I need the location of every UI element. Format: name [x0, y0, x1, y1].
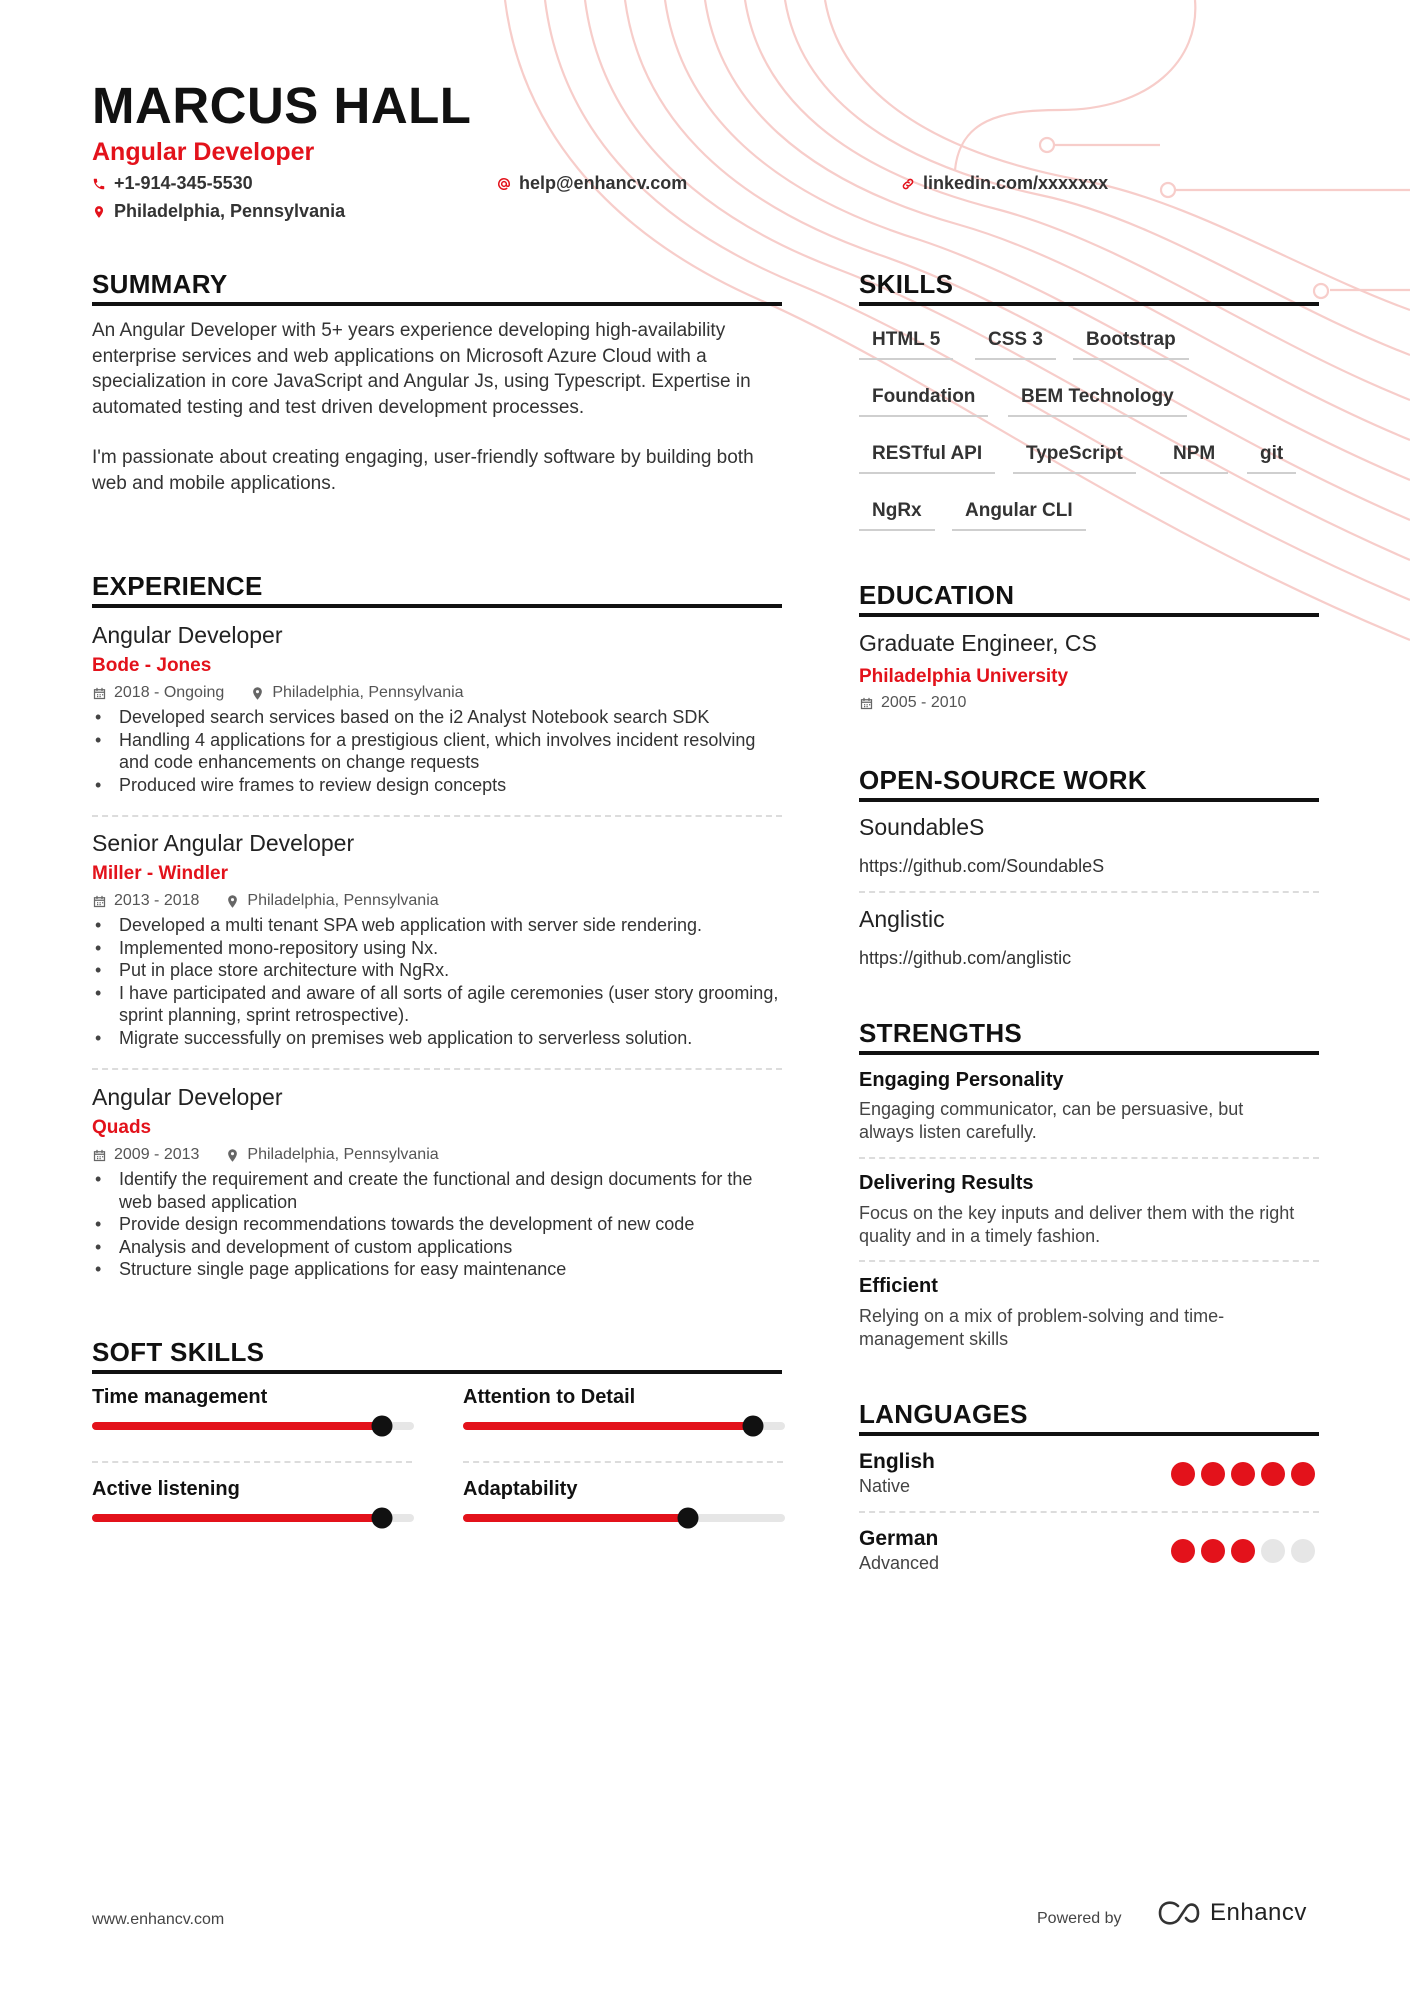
location-pin-icon [250, 686, 265, 701]
languages-heading: LANGUAGES [859, 1399, 1319, 1436]
location-pin-icon [92, 205, 106, 219]
language-name: German [859, 1527, 939, 1550]
job-title: Angular Developer [92, 1084, 283, 1110]
skill-tag: NgRx [859, 500, 935, 531]
summary-text [92, 318, 792, 496]
phone-contact[interactable] [92, 173, 253, 194]
job-bullets [92, 914, 782, 1049]
footer-website[interactable]: www.enhancv.com [92, 1911, 225, 1928]
calendar-icon [859, 696, 874, 711]
soft-skill-divider [92, 1461, 412, 1463]
bullet-item: • Developed search services based on the i2 Analyst Notebook search SDK [92, 706, 782, 729]
skills-heading: SKILLS [859, 269, 1319, 306]
strength-description: Relying on a mix of problem-solving and time-management skills [859, 1306, 1225, 1349]
strength-title: Delivering Results [859, 1172, 1034, 1194]
job-location-text: Philadelphia, Pennsylvania [247, 1146, 439, 1163]
bullet-item: • Migrate successfully on premises web application to serverless solution. [92, 1027, 782, 1050]
soft-skill-2 [463, 1384, 785, 1430]
linkedin-contact[interactable] [901, 173, 1108, 194]
skill-tag: RESTful API [859, 443, 995, 474]
experience-entry-1 [92, 620, 782, 796]
education-degree: Graduate Engineer, CS [859, 630, 1097, 656]
at-icon [497, 177, 511, 191]
soft-skill-bar [463, 1514, 785, 1522]
calendar-icon [92, 894, 107, 909]
soft-skill-bar [92, 1514, 414, 1522]
education-school: Philadelphia University [859, 666, 1069, 687]
soft-skill-4 [463, 1476, 785, 1522]
job-location-text: Philadelphia, Pennsylvania [272, 684, 464, 701]
rating-dot-filled [1171, 1539, 1195, 1563]
soft-skill-label: Attention to Detail [463, 1386, 636, 1408]
job-dates [92, 1144, 199, 1166]
open-source-project-title: SoundableS [859, 814, 985, 840]
skill-tag: Angular CLI [952, 500, 1086, 531]
open-source-project-link[interactable]: https://github.com/SoundableS [859, 856, 1105, 876]
open-source-project-link[interactable]: https://github.com/anglistic [859, 948, 1072, 968]
language-level: Native [859, 1476, 911, 1496]
footer-brand[interactable] [1156, 1899, 1307, 1927]
rating-dot-filled [1231, 1462, 1255, 1486]
soft-skill-bar-knob [371, 1508, 392, 1529]
strength-description: Focus on the key inputs and deliver them with the right quality and in a timely fashion. [859, 1203, 1295, 1246]
experience-entry-2 [92, 828, 782, 1049]
bullet-item: • Structure single page applications for easy maintenance [92, 1258, 782, 1281]
language-level: Advanced [859, 1553, 940, 1573]
skill-tag: Foundation [859, 386, 988, 417]
job-dates [92, 890, 199, 912]
job-location-text: Philadelphia, Pennsylvania [247, 892, 439, 909]
language-divider [859, 1511, 1319, 1513]
bullet-item: • Identify the requirement and create the functional and design documents for the web based application [92, 1168, 782, 1213]
company-name: Quads [92, 1117, 152, 1138]
skill-tag: git [1247, 443, 1296, 474]
summary-paragraph-1: An Angular Developer with 5+ years experience developing high-availability enterprise services and web applications on Microsoft Azure Cloud with a specialization in core JavaScript and Angular Js, using Typescript. Expertise in automated testing and test driven development processes. [92, 320, 751, 418]
soft-skill-label: Active listening [92, 1478, 240, 1500]
soft-skill-label: Adaptability [463, 1478, 578, 1500]
job-dates-text: 2013 - 2018 [114, 892, 200, 909]
email-address: help@enhancv.com [519, 173, 688, 193]
soft-skill-bar-fill [463, 1422, 753, 1430]
calendar-icon [92, 686, 107, 701]
location-contact [92, 201, 345, 222]
bullet-item: • Put in place store architecture with NgRx. [92, 959, 782, 982]
soft-skill-1 [92, 1384, 414, 1430]
rating-dot-filled [1291, 1462, 1315, 1486]
job-dates [92, 682, 224, 704]
soft-skill-divider [463, 1461, 783, 1463]
rating-dot-filled [1201, 1539, 1225, 1563]
job-bullets [92, 1168, 782, 1281]
footer-brand-name: Enhancv [1210, 1899, 1307, 1926]
company-name: Bode - Jones [92, 655, 212, 676]
education-dates [859, 694, 966, 712]
soft-skill-bar-knob [678, 1508, 699, 1529]
location-pin-icon [225, 1148, 240, 1163]
phone-icon [92, 177, 106, 191]
strength-divider [859, 1157, 1319, 1159]
soft-skills-heading: SOFT SKILLS [92, 1337, 782, 1374]
rating-dot-filled [1201, 1462, 1225, 1486]
link-icon [901, 177, 915, 191]
soft-skill-bar-knob [742, 1416, 763, 1437]
company-name: Miller - Windler [92, 863, 229, 884]
footer-powered-by: Powered by [1037, 1910, 1122, 1927]
experience-divider [92, 1068, 782, 1070]
linkedin-url: linkedin.com/xxxxxxx [923, 173, 1109, 193]
bullet-item: • Provide design recommendations towards the development of new code [92, 1213, 782, 1236]
experience-divider [92, 815, 782, 817]
experience-entry-3 [92, 1082, 782, 1281]
soft-skill-label: Time management [92, 1386, 268, 1408]
email-contact[interactable] [497, 173, 687, 194]
location-pin-icon [225, 894, 240, 909]
job-bullets [92, 706, 782, 796]
strength-description: Engaging communicator, can be persuasive, but always listen carefully. [859, 1099, 1244, 1142]
summary-heading: SUMMARY [92, 269, 782, 306]
rating-dot-filled [1261, 1462, 1285, 1486]
rating-dot-filled [1171, 1462, 1195, 1486]
bullet-item: • Implemented mono-repository using Nx. [92, 937, 782, 960]
soft-skill-3 [92, 1476, 414, 1522]
soft-skill-bar-knob [371, 1416, 392, 1437]
calendar-icon [92, 1148, 107, 1163]
job-meta [92, 890, 782, 912]
skill-tag: BEM Technology [1008, 386, 1187, 417]
strength-title: Efficient [859, 1275, 938, 1297]
open-source-project-title: Anglistic [859, 906, 945, 932]
education-heading: EDUCATION [859, 580, 1319, 617]
skill-tag: NPM [1160, 443, 1228, 474]
strength-title: Engaging Personality [859, 1069, 1064, 1091]
rating-dot-empty [1261, 1539, 1285, 1563]
soft-skill-bar-fill [92, 1422, 382, 1430]
summary-paragraph-2: I'm passionate about creating engaging, user-friendly software by building both web and mobile applications. [92, 447, 754, 494]
job-title: Angular Developer [92, 622, 283, 648]
soft-skill-bar [463, 1422, 785, 1430]
job-location [225, 1144, 438, 1166]
open-source-divider [859, 891, 1319, 893]
bullet-item: • I have participated and aware of all sorts of agile ceremonies (user story grooming, sprint planning, sprint retrospective). [92, 982, 782, 1027]
job-dates-text: 2009 - 2013 [114, 1146, 200, 1163]
job-location [250, 682, 463, 704]
location-text: Philadelphia, Pennsylvania [114, 201, 346, 221]
job-dates-text: 2018 - Ongoing [114, 684, 225, 701]
skill-tag: CSS 3 [975, 329, 1056, 360]
job-meta [92, 682, 782, 704]
candidate-name: MARCUS HALL [92, 77, 472, 134]
phone-number: +1-914-345-5530 [114, 173, 253, 193]
job-title: Senior Angular Developer [92, 830, 355, 856]
strength-divider [859, 1260, 1319, 1262]
soft-skill-bar-fill [463, 1514, 688, 1522]
rating-dot-filled [1231, 1539, 1255, 1563]
strengths-heading: STRENGTHS [859, 1018, 1319, 1055]
candidate-role: Angular Developer [92, 138, 315, 166]
rating-dot-empty [1291, 1539, 1315, 1563]
soft-skill-bar-fill [92, 1514, 382, 1522]
skill-tag: HTML 5 [859, 329, 953, 360]
job-meta [92, 1144, 782, 1166]
education-dates-text: 2005 - 2010 [881, 694, 967, 711]
bullet-item: • Analysis and development of custom applications [92, 1236, 782, 1259]
bullet-item: • Produced wire frames to review design concepts [92, 774, 782, 797]
bullet-item: • Developed a multi tenant SPA web application with server side rendering. [92, 914, 782, 937]
bullet-item: • Handling 4 applications for a prestigious client, which involves incident resolving and code enhancements on change requests [92, 729, 782, 774]
experience-heading: EXPERIENCE [92, 571, 782, 608]
language-rating [1171, 1539, 1315, 1563]
job-location [225, 890, 438, 912]
enhancv-logo-icon [1156, 1900, 1202, 1926]
skill-tag: Bootstrap [1073, 329, 1189, 360]
open-source-heading: OPEN-SOURCE WORK [859, 765, 1319, 802]
soft-skill-bar [92, 1422, 414, 1430]
language-rating [1171, 1462, 1315, 1486]
language-name: English [859, 1450, 935, 1473]
skill-tag: TypeScript [1013, 443, 1136, 474]
